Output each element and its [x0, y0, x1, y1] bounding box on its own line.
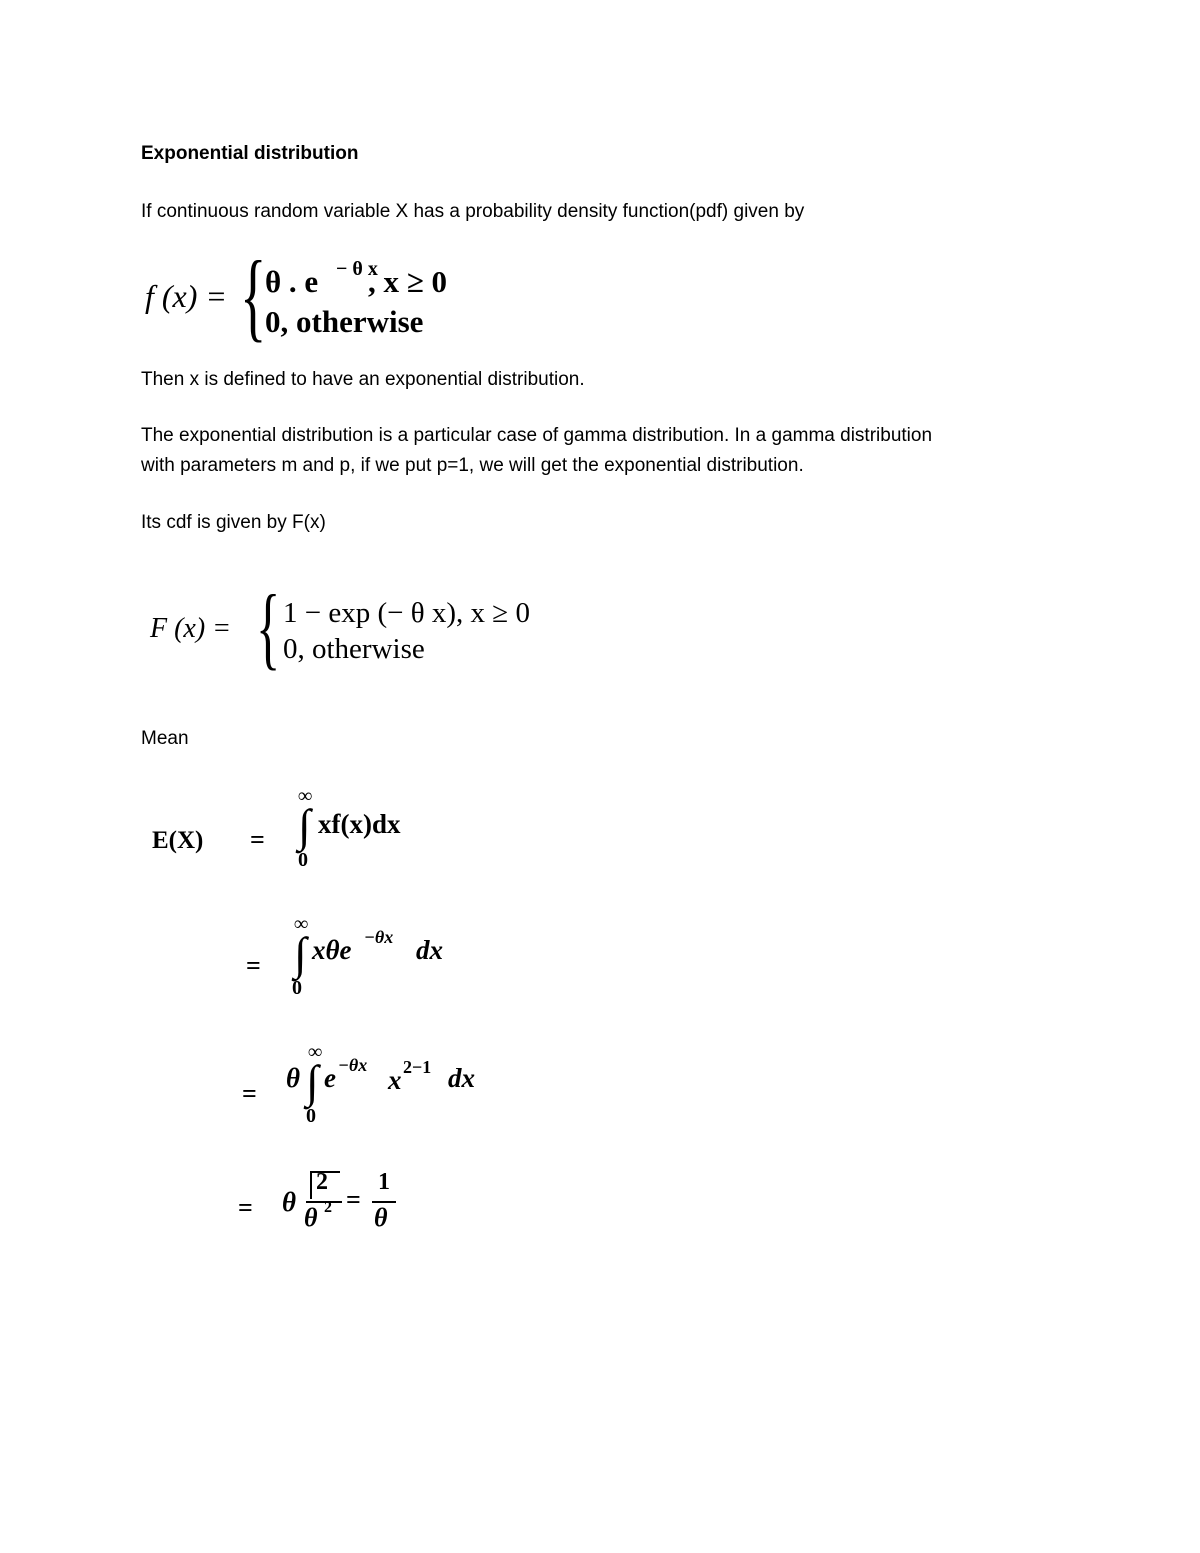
pdf-case1-condition: , x ≥ 0	[368, 264, 448, 299]
step3-theta: θ	[286, 1063, 301, 1093]
step3-lower-limit: 0	[306, 1105, 316, 1127]
step3-equals: =	[242, 1079, 257, 1108]
step1-integrand: xf(x)dx	[318, 809, 401, 839]
step4-theta: θ	[282, 1187, 297, 1217]
page-title: Exponential distribution	[141, 143, 359, 164]
step4-equals: =	[238, 1193, 253, 1222]
step3-x: x	[388, 1065, 402, 1095]
pdf-case2: 0, otherwise	[265, 304, 424, 339]
then-text: Then x is defined to have an exponential distribution.	[141, 369, 585, 390]
pdf-equation	[140, 240, 480, 351]
step1-equals: =	[250, 825, 265, 854]
step2-dx: dx	[416, 935, 443, 965]
gamma-text-line1: The exponential distribution is a particular case of gamma distribution. In a gamma distribution	[141, 425, 933, 446]
step4-denominator: θ	[304, 1203, 318, 1232]
step3-integral-sign: ∫	[306, 1056, 319, 1107]
mean-lhs: E(X)	[152, 827, 204, 854]
cdf-brace: {	[256, 576, 281, 678]
step4-result-denominator: θ	[374, 1203, 388, 1232]
step2-equals: =	[246, 951, 261, 980]
cdf-case2: 0, otherwise	[283, 633, 425, 665]
step2-exponent: −θx	[364, 927, 394, 947]
cdf-lhs: F (x) =	[150, 613, 232, 644]
gamma-text-line2: with parameters m and p, if we put p=1, we will get the exponential distribution.	[141, 455, 804, 476]
cdf-text: Its cdf is given by F(x)	[141, 512, 326, 533]
pdf-case1-exponent: − θ x	[336, 258, 378, 280]
mean-label: Mean	[141, 728, 189, 749]
pdf-brace: {	[240, 240, 267, 351]
step2-integrand: xθe	[312, 935, 352, 965]
step3-dx: dx	[448, 1063, 475, 1093]
step3-upper-limit: ∞	[308, 1041, 323, 1063]
step2-upper-limit: ∞	[294, 913, 309, 935]
step1-integral-sign: ∫	[298, 800, 311, 851]
cdf-equation	[140, 576, 580, 680]
intro-text: If continuous random variable X has a probability density function(pdf) given by	[141, 201, 805, 222]
step1-upper-limit: ∞	[298, 785, 313, 807]
step3-x-exponent: 2−1	[403, 1057, 432, 1077]
step3-e: e	[324, 1063, 336, 1093]
mean-derivation	[140, 785, 560, 1255]
pdf-lhs: f (x) =	[145, 278, 227, 314]
pdf-case1-main: θ . e	[265, 264, 319, 299]
step2-integral-sign: ∫	[294, 928, 307, 979]
cdf-case1: 1 − exp (− θ x), x ≥ 0	[283, 597, 530, 629]
step1-lower-limit: 0	[298, 849, 308, 871]
step4-result-numerator: 1	[378, 1169, 390, 1195]
step4-numerator: 2	[316, 1169, 328, 1195]
step2-lower-limit: 0	[292, 977, 302, 999]
step4-equals-2: =	[346, 1185, 361, 1214]
step3-e-exponent: −θx	[338, 1055, 368, 1075]
step4-denominator-exponent: 2	[324, 1199, 332, 1216]
